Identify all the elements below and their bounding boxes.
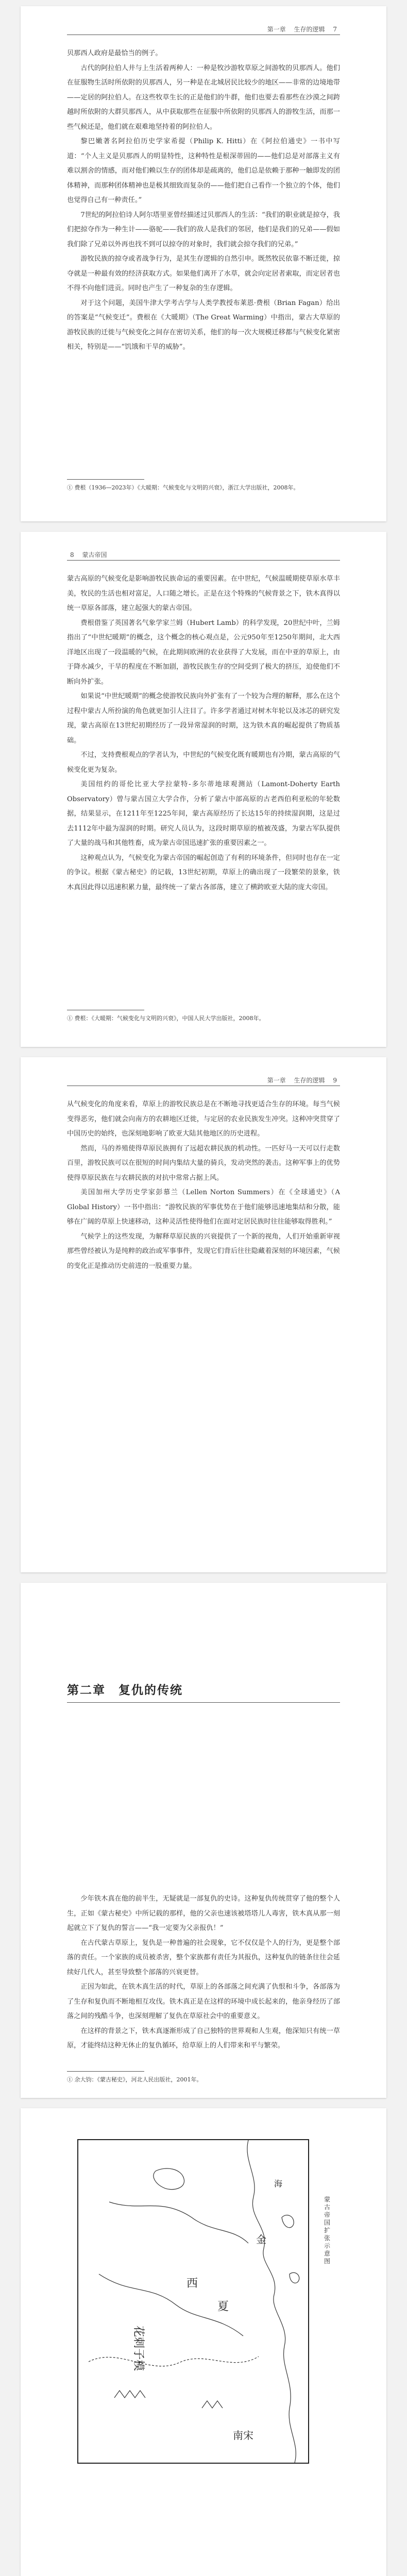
running-header (67, 550, 340, 561)
footnote: ① 余大钧：《蒙古秘史》，河北人民出版社，2001年。 (67, 2076, 202, 2083)
paragraph: 然而，马的养殖使得草原民族拥有了远超农耕民族的机动性。一匹好马一天可以行走数百里，游牧民族可以在很短的时间内集结大量的骑兵，发动突然的袭击。这种军事上的优势使得草原民族在与农耕民族的对抗中常常占据上风。 (67, 1144, 340, 1182)
footnote: ① 费根：《大暖期：气候变化与文明的兴衰》，中国人民大学出版社，2008年。 (67, 1015, 265, 1022)
footnote-rule (67, 2071, 144, 2072)
chapter-heading: 第二章 复仇的传统 (67, 1683, 183, 1697)
header-page-number: 7 (333, 26, 337, 33)
page-8 (21, 532, 386, 1047)
paragraph: 对于这个问题，美国牛津大学考古学与人类学教授布莱恩·费根（Brian Fagan）给出的答案是“气候变迁”。费根在《大暖期》（The Great Warming）中指出，蒙古大草原的游牧民族的迁徙与气候变化之间存在密切关系，他们的每一次大规模迁移都与气候变化紧密相关，特别是——“饥饿和干旱的威胁”。 (67, 299, 340, 351)
paragraph: 不过，支持费根观点的学者认为，中世纪的气候变化既有暖期也有冷期，蒙古高原的气候变化更为复杂。 (67, 751, 340, 774)
paragraph: 气候学上的这些发现，为解释草原民族的兴衰提供了一个新的视角，人们开始重新审视那些曾经被认为是纯粹的政治或军事事件，发现它们背后往往隐藏着深刻的环境因素，气候的变化正是推动历史前进的一股重要力量。 (67, 1232, 340, 1270)
map-label: 金 (256, 2233, 266, 2246)
map-svg (78, 2140, 308, 2463)
paragraph: 如果说“中世纪暖期”的概念使游牧民族向外扩张有了一个较为合理的解释，那么在这个过程中蒙古人所扮演的角色就更加引人注目了。许多学者通过对树木年轮以及冰芯的研究发现，蒙古高原在13世纪初期经历了一段异常湿润的时期，这为铁木真的崛起提供了物质基础。 (67, 692, 340, 744)
map-label: 夏 (217, 2300, 229, 2313)
header-chapter: 第一章 (267, 1077, 286, 1084)
map-label: 花剌子模 (132, 2326, 145, 2371)
paragraph: 7世纪的阿拉伯诗人阿尔塔里亚曾经描述过贝那西人的生活：“我们的职业就是掠夺，我们把掠夺作为一种生计——骆驼——我们的敌人是我们的邻居，他们是我们的兄弟——假如我们除了兄弟以外再也找不到可以掠夺的对象时，我们就会掠夺我们的兄弟。” (67, 211, 340, 248)
river (109, 2202, 248, 2243)
chapter-rule (67, 1702, 340, 1703)
island (290, 2273, 299, 2283)
paragraph: 这种观点认为，气候变化为蒙古帝国的崛起创造了有利的环境条件，但同时也存在一定的争议。根据《蒙古秘史》的记载，13世纪初期，草原上的确出现了一段繁荣的景象，铁木真因此得以迅速积累力量，最终统一了蒙古各部落，建立了横跨欧亚大陆的庞大帝国。 (67, 854, 340, 891)
paragraph: 费根借鉴了英国著名气象学家兰姆（Hubert Lamb）的科学发现，20世纪中叶，兰姆指出了“中世纪暖期”的概念，这个概念的核心观点是，公元950年至1250年期间，北大西洋地区出现了一段温暖的气候，在此期间欧洲的农业获得了大发展，而在中亚的草原上，由于降水减少，干旱的程度在不断加剧，游牧民族生存的空间受到了极大的挤压，迫使他们不断向外扩张。 (67, 619, 340, 686)
page-7 (21, 6, 386, 521)
map-label: 南宋 (233, 2429, 253, 2442)
page-9 (21, 1057, 386, 1572)
mountain-range (114, 2391, 145, 2398)
header-page-number: 9 (333, 1077, 337, 1084)
paragraph: 游牧民族的掠夺或者战争行为，是其生存逻辑的自然引申。既然牧民依靠不断迁徙，掠夺就是一种最有效的经济获取方式。如果他们离开了水草，就会向定居者索取，而定居者也不得不向他们进贡。同时也产生了一种复杂的生存逻辑。 (67, 255, 340, 292)
header-page-number: 8 (70, 551, 74, 558)
header-title: 生存的逻辑 (294, 1077, 325, 1084)
running-header (67, 1076, 340, 1086)
map-label: 西 (186, 2277, 198, 2290)
body-text (67, 1892, 340, 2054)
footnote: ① 费根（1936—2023年）《大暖期：气候变化与文明的兴衰》，浙江大学出版社，2008年。 (67, 484, 299, 491)
map-illustration (77, 2139, 309, 2464)
paragraph: 在古代蒙古草原上，复仇是一种普遍的社会现象，它不仅仅是个人的行为，更是整个部落的责任。一个家族的成员被杀害，整个家族都有责任为其报仇，这种复仇的链条往往会延续好几代人，甚至导致整个部落的兴衰更替。 (67, 1939, 340, 1976)
coastline (247, 2140, 296, 2463)
paragraph: 贝那西人政府是最恰当的例子。 (67, 49, 162, 57)
map-caption: 蒙古帝国扩张示意图 (324, 2196, 330, 2265)
header-book-title: 蒙古帝国 (82, 551, 107, 558)
body-text (67, 46, 340, 355)
paragraph: 黎巴嫩著名阿拉伯历史学家希提（Philip K. Hitti）在《阿拉伯通史》一书中写道：“个人主义是贝那西人的明显特性，这种特性是根深蒂固的——他们总是对部落主义有难以割舍的情感，而对他们赖以生存的团体却是疏离的，他们总是依赖于那种一触即发的团体精神，而那种团体精神也是极其细致而复杂的——他们把自己看作一个独立的个体，他们也觉得自己有一种责任。” (67, 138, 340, 204)
map-label: 海 (274, 2179, 283, 2189)
footnote-rule (67, 479, 144, 480)
paragraph: 在这样的背景之下，铁木真逐渐形成了自己独特的世界观和人生观，他深知只有统一草原，才能终结这种无休止的复仇循环，给草原上的人们带来和平与繁荣。 (67, 2027, 340, 2049)
map-page (21, 2108, 386, 2576)
paragraph: 美国加州大学历史学家彭慕兰（Lellen Norton Summers）在《全球通史》（A Global History）一书中指出：“游牧民族的军事优势在于他们能够迅速地集结和分散，能够在广阔的草原上快速移动，这种灵活性使得他们在面对定居民族时往往能够取得胜利。” (67, 1189, 340, 1226)
paragraph: 美国纽约的哥伦比亚大学拉蒙特-多尔蒂地球观测站（Lamont-Doherty Earth Observatory）曾与蒙古国立大学合作，分析了蒙古中部高原的古老西伯利亚松的年轮数据，结果显示，在1211年至1225年间，蒙古高原经历了长达15年的持续湿润期，这是过去1112年中最为湿润的时期。研究人员认为，这段时期草原的植被茂盛，为蒙古军队提供了大量的战马和其他牲畜，成为蒙古帝国迅速扩张的重要因素之一。 (67, 781, 340, 847)
paragraph: 古代的阿拉伯人井与上生活着两种人：一种是牧沙游牧草原之间游牧的贝那西人。他们在征服物生活时所依附的贝那西人，另一种是在北城居民比较少的地区——非常的边境地带——定居的阿拉伯人。在这些牧草生长的正是他们的牛群，他们也要去看那些在沙漠之间跨越时所依附的大群贝那西人，从中获取那些在征服中所依附的贝那西人的游牧生活，而那一些气候还是，他们就在艰难地坚持着的阿拉伯人。 (67, 64, 340, 131)
header-chapter: 第一章 (267, 26, 286, 33)
paragraph: 蒙古高原的气候变化是影响游牧民族命运的重要因素。在中世纪，气候温暖期使草原水草丰美，牧民的生活也相对富足，人口随之增长。正是在这个特殊的气候背景之下，铁木真得以统一草原各部落，建立起强大的蒙古帝国。 (67, 575, 340, 612)
paragraph: 少年铁木真在他的前半生，无疑就是一部复仇的史诗。这种复仇传统贯穿了他的整个人生，正如《蒙古秘史》中所记载的那样，他的父亲也速该被塔塔儿人毒害，铁木真从那一刻起就立下了复仇的誓言——“我一定要为父亲报仇！” (67, 1895, 340, 1932)
chapter-two-page (21, 1583, 386, 2098)
paragraph: 正因为如此，在铁木真生活的时代，草原上的各部落之间充满了仇恨和斗争，各部落为了生存和复仇而不断地相互攻伐。铁木真正是在这样的环境中成长起来的，他亲身经历了部落之间的残酷斗争，也深刻理解了复仇在草原社会中的重要意义。 (67, 1983, 340, 2020)
border-line (89, 2357, 259, 2366)
body-text (67, 1097, 340, 1274)
island (282, 2215, 294, 2228)
header-title: 生存的逻辑 (294, 26, 325, 33)
paragraph: 从气候变化的角度来看，草原上的游牧民族总是在不断地寻找更适合生存的环境。每当气候变得恶劣，他们就会向南方的农耕地区迁徙，与定居的农业民族发生冲突。这种冲突贯穿了中国历史的始终，也深刻地影响了欧亚大陆其他地区的历史进程。 (67, 1100, 340, 1138)
body-text (67, 572, 340, 895)
lake (154, 2168, 184, 2190)
running-header (67, 25, 340, 35)
mountain-range (202, 2401, 223, 2408)
